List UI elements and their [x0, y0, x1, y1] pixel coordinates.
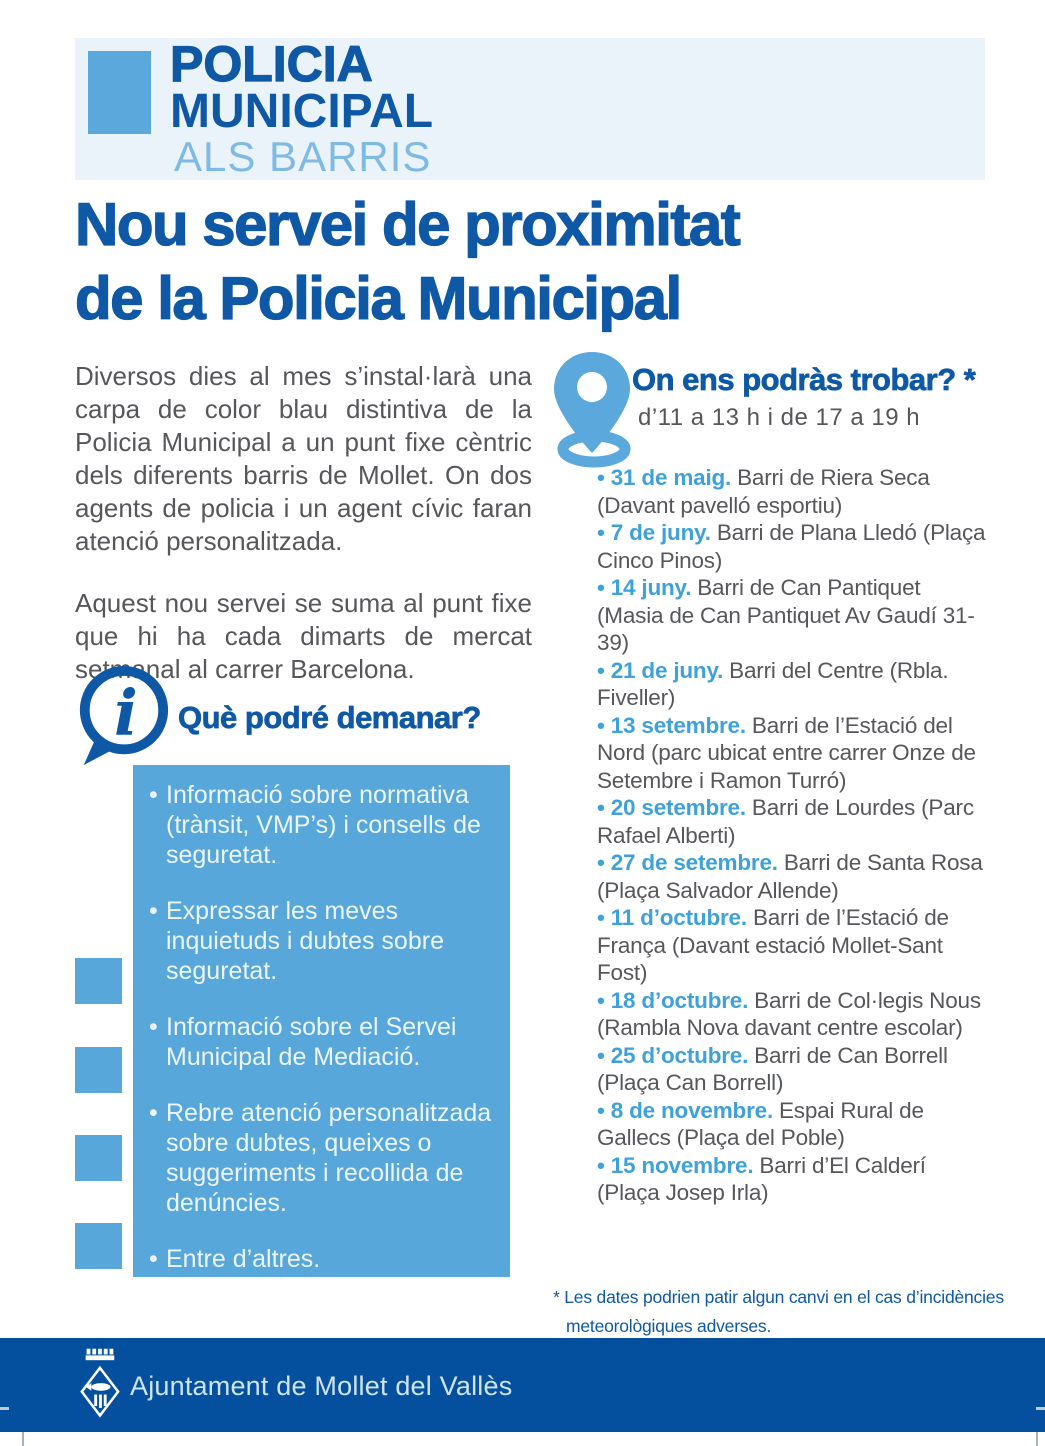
page-title: [75, 188, 739, 336]
intro-paragraph-1: Diversos dies al mes s’instal·larà una carpa de color blau distintiva de la Policia Municipal a un punt fixe cèntric dels diferents barris de Mollet. On dos agents de policia i un agent cívic faran atenció personalitzada.: [75, 361, 532, 556]
entry-date: 7 de juny.: [610, 520, 711, 545]
brand-logo: [170, 36, 434, 180]
service-item: • Informació sobre normativa (trànsit, VMP’s) i consells de seguretat.: [145, 780, 500, 870]
service-item: • Rebre atenció personalitzada sobre dubtes, queixes o suggeriments i recollida de denúncies.: [145, 1098, 500, 1218]
schedule-entry: [597, 519, 989, 574]
decorative-square: [75, 1135, 122, 1181]
page-title-line1: Nou servei de proximitat: [75, 191, 740, 258]
schedule-entry: [597, 849, 989, 904]
entry-place: Barri d’El Calderí (Plaça Josep Irla): [597, 1152, 926, 1205]
entry-date: 27 de setembre.: [610, 850, 778, 875]
logo-line-als-barris: ALS BARRIS: [174, 133, 432, 180]
info-icon: [74, 664, 172, 768]
footer-bar: [0, 1338, 1045, 1432]
schedule-entry: [597, 574, 989, 657]
service-item: • Expressar les meves inquietuds i dubtes sobre seguretat.: [145, 896, 500, 986]
entry-place: Barri de Col·legis Nous (Rambla Nova davant centre escolar): [597, 987, 981, 1040]
decorative-square: [75, 1223, 122, 1269]
entry-date: 21 de juny.: [610, 657, 724, 683]
entry-place: Barri de Santa Rosa (Plaça Salvador Allende): [597, 850, 983, 903]
weather-footnote: * Les dates podrien patir algun canvi en el cas d’incidències meteorològiques adverses.: [553, 1287, 1004, 1336]
entry-place: Barri de l’Estació de França (Davant estació Mollet-Sant Fost): [597, 905, 949, 985]
entry-place: Espai Rural de Gallecs (Plaça del Poble): [597, 1097, 924, 1150]
entry-place: Barri de Plana Lledó (Plaça Cinco Pinos): [597, 520, 986, 573]
services-list: [145, 780, 500, 1274]
schedule-entry: [597, 987, 989, 1042]
coat-of-arms-icon: [78, 1345, 120, 1425]
crop-mark: [0, 1407, 9, 1410]
crop-mark: [1036, 1407, 1045, 1410]
entry-place: Barri de l’Estació del Nord (parc ubicat entre carrer Onze de Setembre i Ramon Turró): [597, 712, 976, 793]
crop-mark: [1036, 1432, 1038, 1446]
entry-date: 15 novembre.: [610, 1152, 754, 1178]
entry-place: Barri de Can Borrell (Plaça Can Borrell): [597, 1042, 948, 1095]
entry-place: Barri del Centre (Rbla. Fiveller): [597, 657, 949, 710]
entry-place: Barri de Riera Seca (Davant pavelló esportiu): [597, 465, 930, 518]
schedule-entry: [597, 1042, 989, 1097]
svg-text:i: i: [114, 675, 138, 750]
entry-date: 14 juny.: [610, 575, 692, 600]
intro-text: [75, 360, 532, 715]
logo-line-policia: POLICIA: [170, 36, 373, 92]
entry-date: 11 d’octubre.: [610, 905, 747, 930]
entry-date: 31 de maig.: [610, 465, 732, 490]
schedule-entry: [597, 464, 989, 519]
entry-date: 18 d’octubre.: [610, 987, 749, 1013]
entry-place: Barri de Can Pantiquet (Masia de Can Pantiquet Av Gaudí 31-39): [597, 575, 975, 655]
find-heading: On ens podràs trobar? *: [632, 362, 976, 397]
decorative-square: [75, 1047, 122, 1093]
ask-heading: Què podré demanar?: [178, 700, 481, 735]
schedule-entry: [597, 794, 989, 849]
schedule-entry: [597, 657, 989, 712]
schedule-entry: [597, 712, 989, 795]
services-box: [133, 765, 510, 1277]
schedule-hours: d’11 a 13 h i de 17 a 19 h: [638, 404, 921, 431]
entry-date: 25 d’octubre.: [610, 1042, 749, 1068]
entry-date: 20 setembre.: [610, 795, 746, 820]
location-pin-icon: [550, 350, 634, 468]
service-item: • Entre d’altres.: [145, 1244, 500, 1274]
schedule-list: [597, 464, 989, 1207]
schedule-entry: [597, 1097, 989, 1152]
municipality-name: Ajuntament de Mollet del Vallès: [130, 1371, 513, 1401]
entry-date: 8 de novembre.: [610, 1097, 773, 1123]
service-item: • Informació sobre el Servei Municipal de Mediació.: [145, 1012, 500, 1072]
schedule-entry: [597, 1152, 989, 1207]
page-title-line2: de la Policia Municipal: [75, 265, 681, 332]
schedule-entry: [597, 904, 989, 987]
decorative-square: [75, 958, 122, 1004]
logo-line-municipal: MUNICIPAL: [170, 85, 434, 138]
entry-date: 13 setembre.: [610, 712, 746, 738]
brand-header: [75, 38, 985, 180]
intro-paragraph-2: Aquest nou servei se suma al punt fixe que hi ha cada dimarts de mercat setmanal al carrer Barcelona.: [75, 588, 532, 684]
logo-square: [88, 51, 151, 134]
crop-mark: [22, 1432, 24, 1446]
entry-place: Barri de Lourdes (Parc Rafael Alberti): [597, 795, 974, 848]
